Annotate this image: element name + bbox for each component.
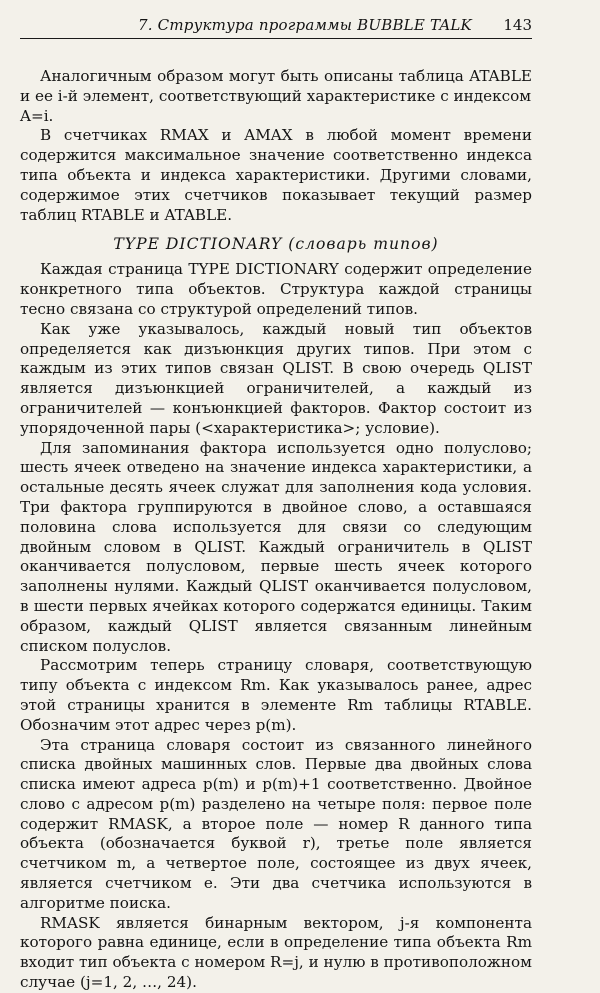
paragraph-atable: Аналогичным образом могут быть описаны таблица ATABLE и ее i-й элемент, соответствующий характеристике с индексом	[20, 67, 532, 105]
paragraph-linked-list: Эта страница словаря состоит из связанного линейного списка двойных машинных слов. Первые два двойных слова списка имеют адреса p(m) и p(m)+1 соответственно. Двойное слово с адресом p(m) разделено на четыре поля: первое поле содержит RMASK, а второе поле — номер R данного типа объекта (обозначается буквой r), третье поле является счетчиком m, а четвертое поле, состоящее из двух ячеек, является счетчиком e. Эти два счетчика используются в алгоритме поиска.	[20, 735, 532, 912]
running-head	[20, 14, 532, 39]
paragraph-rmask: RMASK является бинарным вектором, j-я компонента которого равна единице, если в определение типа объекта Rm входит тип объекта с номером R=j, и нулю в противоположном случае (j=1, 2, …, 24).	[20, 913, 532, 992]
paragraph-disjunction: Как уже указывалось, каждый новый тип объектов определяется как дизъюнкция других типов. При этом с каждым из этих типов связан QLIST. В свою очередь QLIST является дизъюнкцией ограничителей, а каждый из ограничителей — конъюнкцией факторов. Фактор состоит из упорядоченной пары (<характеристика>; условие).	[20, 319, 532, 437]
paragraph-type-dictionary: Каждая страница TYPE DICTIONARY содержит определение конкретного типа объектов. Структура каждой страницы тесно связана со структурой определений типов.	[20, 260, 532, 318]
paragraph-dictionary-page: Рассмотрим теперь страницу словаря, соответствующую типу объекта с индексом Rm. Как указывалось ранее, адрес этой страницы хранится в элементе Rm таблицы RTABLE. Обозначим этот адрес через p(m).	[20, 656, 532, 734]
paragraph-formula: A=i.	[20, 106, 54, 125]
book-page	[20, 14, 532, 993]
paragraph-factor-storage: Для запоминания фактора используется одно полуслово; шесть ячеек отведено на значение индекса характеристики, а остальные десять ячеек служат для заполнения кода условия. Три фактора группируются в двойное слово, а оставшаяся половина слова используется для связи со следующим двойным словом в QLIST. Каждый ограничитель в QLIST оканчивается полусловом, первые шесть ячеек которого заполнены нулями. Каждый QLIST оканчивается полусловом, в шести первых ячейках которого содержатся единицы. Таким образом, каждый QLIST является связанным линейным списком полуслов.	[20, 438, 532, 655]
paragraph-counters: В счетчиках RMAX и AMAX в любой момент времени содержится максимальное значение соответственно индекса типа объекта и индекса характеристики. Другими словами, содержимое этих счетчиков показывает текущий размер таблиц RTABLE и ATABLE.	[20, 126, 532, 224]
section-title: TYPE DICTIONARY (словарь типов)	[113, 235, 439, 254]
header-title: 7. Структура программы BUBBLE TALK	[138, 16, 472, 34]
page-number: 143	[503, 16, 532, 34]
